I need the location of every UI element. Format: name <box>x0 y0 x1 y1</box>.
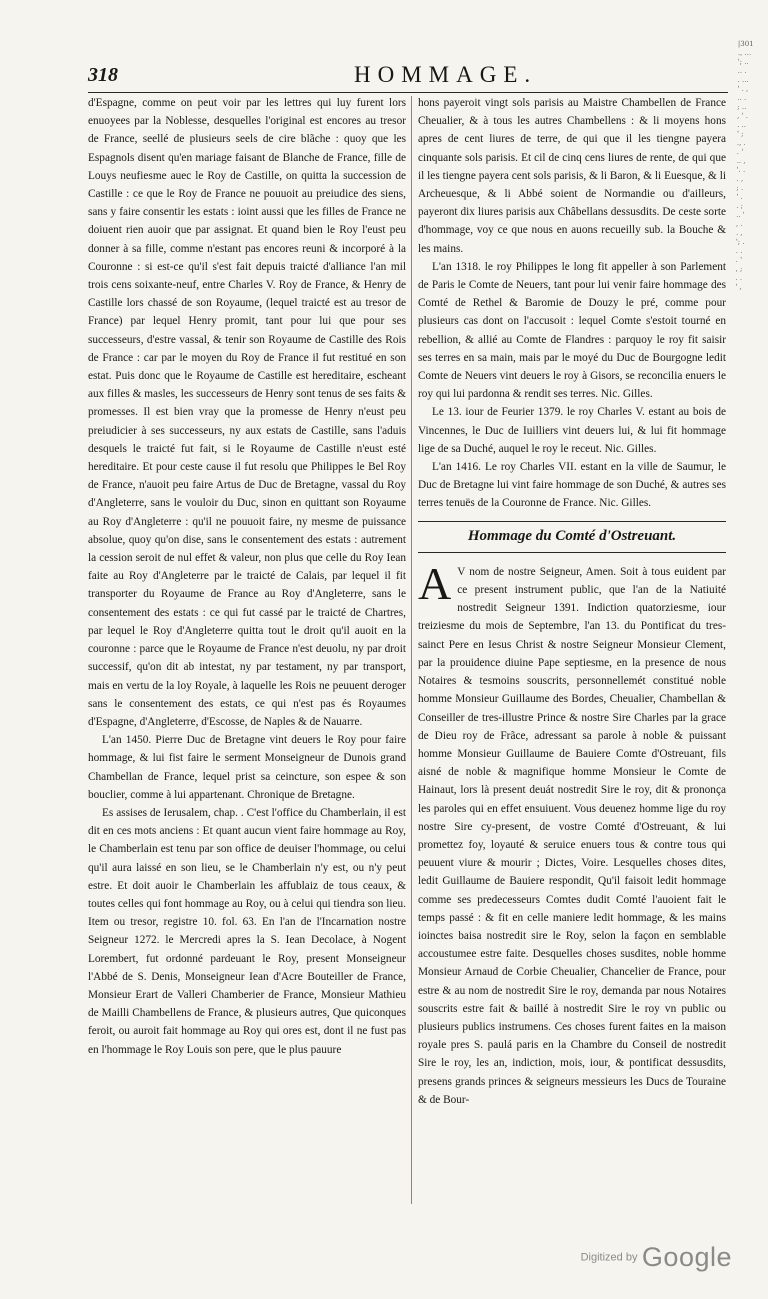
running-title: HOMMAGE. <box>354 62 538 87</box>
edge-fragment: . ... <box>737 75 749 84</box>
edge-fragment: . . <box>735 273 743 282</box>
right-column <box>418 94 726 1294</box>
right-paragraph-3: Le 13. iour de Feurier 1379. le roy Charles V. estant au bois de Vincennes, le Duc de Iuilliers vint deuers lui, & lui fit hommage lige de sa Duché, auquel le roy le receut. Nic. Gilles. <box>418 406 726 455</box>
header-rule <box>88 92 728 93</box>
edge-fragment: .. . <box>737 93 747 102</box>
left-column <box>88 94 406 1294</box>
edge-fragment: . ; <box>736 201 744 210</box>
edge-fragment: . , <box>736 174 744 183</box>
watermark-prefix: Digitized by <box>580 1251 638 1264</box>
section-body <box>418 557 726 1109</box>
edge-fragment: . .. <box>737 120 747 129</box>
edge-fragment: ; .. <box>737 102 747 111</box>
edge-fragment: '; . <box>735 237 745 246</box>
right-paragraph-2: L'an 1318. le roy Philippes le long fit appeller à son Parlement de Paris le Comte de Neuers, tant pour lui venir faire hommage des Comté de Rethel & Baromie de Douzy le pré, comme pour plusieurs cas dont on l'accusoit : lequel Comte s'estoit tourné en rebellion, & allié au Comte de Flandres : parquoy le roy fit saisir ses terres en sa main, mais par le moyé du Duc de Bourgogne ledit Comte de Neuers vint deuers le roy à Gisors, se reconcilia enuers le roy qui lui pardonna & rendit ses terres. Nic. Gilles. <box>418 260 726 401</box>
edge-fragment: . ' <box>735 255 743 264</box>
section-body-text: V nom de nostre Seigneur, Amen. Soit à tous euident par ce present instrument public, que l'an de la Natiuité nostredit Seigneur 1391. Indiction quatorziesme, iour treiziesme du mois de Septembre, l'an 13. du Pontificat du tres-sainct Pere en Iesus Christ & nostre Seigneur Monsieur Clement, par la prouidence diuine Pape septiesme, en la presence de nous Notaires & tesmoins souscrits, personnellemét constitué noble homme Monsieur Guillaume des Bordes, Cheualier, Chambellan & Conseiller de tres-illustre Prince & nostre Sire Charles par la grace de Dieu roy de Frãce, adressant sa parole à noble & puissant homme Monsieur Guillaume de Bauiere Comte d'Ostreuant, fils aisné de noble & magnifique homme Monsieur le Comte de Hainaut, lors là present deuát nostredit Sire le roy, dit & prononça les paroles qui en effet ensuiuent. Vous deuenez homme lige du roy nostre Sire cy-present, de vostre Comté d'Ostreuant, & lui promettez foy, loyauté & seruice enuers tous & contre tous qui peuuent viure & mourir ; Dictes, Voire. Lesquelles choses dites, ledit Guillaume de Bauiere respondit, Qu'il faisoit ledit hommage comme ses predecesseurs Comtes dudit Comté l'auoient fait le temps passé : & fit en celle maniere ledit hommage, & les mains ioinctes baisa nostredit sire le Roy, selon la façon en semblable accoustumee estre faite. Desquelles choses susdites, noble homme Monsieur Arnaud de Corbie Cheualier, Chancelier de France, pour estre & au nom de nostredit Sire le roy, demanda par nous Notaires souscrits estre fait & baillé à nostredit Sire le roy vn public ou plusieurs publics instrumens. Ces choses furent faites en la maison royale pres S. paulá paris en la Chambre du Conseil de nostredit Sire le roy, les an, indiction, mois, iour, & pontificat dessusdits, presens grands princes & seigneurs messieurs les Ducs de Touraine & de Bour- <box>418 565 726 1106</box>
digitized-by-google-watermark <box>581 1242 732 1273</box>
section-heading-box <box>418 521 726 553</box>
edge-fragment: , . <box>736 219 743 228</box>
left-paragraph-3: Es assises de Ierusalem, chap. . C'est l'office du Chamberlain, il est dit en ces mots anciens : Et quant aucun vient faire hommage au Roy, le Chamberlain est tenu par son office de deuiser l'hommage, ou celui qu'il aura laissé en son lieu, se le Chamberlain n'y est, ou n'y peut estre. Et doit auoir le Chamberlain les affublaiz de tous ceaux, & toutes celles qui font hommage au Roy, ou à celui qui tiendra son lieu. Item ou tresor, registre 10. fol. 63. En l'an de l'Incarnation nostre Seigneur 1272. le Mercredi apres la S. Iean Decolace, à Nogent Lorembert, fut ordonné pardeuant le Roy, present Monseigneur l'Abbé de S. Denis, Monseigneur Iean d'Acre Bouteiller de France, Monsieur Erart de Valleri Chamberier de France, Monsieur Mathieu de Mailli Chambellens de France, & plusieurs autres, Que quiconques feroit, ou auroit fait hommage au Roy qui ores est, dont il ne fust pas en l'hommage le Roy Louis son pere, que le plus pauure <box>88 806 406 1056</box>
edge-fragment: ' ; <box>736 129 744 138</box>
column-divider <box>411 96 412 1204</box>
edge-fragment: ., ... <box>737 48 752 57</box>
edge-fragment: '. . <box>736 165 746 174</box>
right-paragraph-1: hons payeroit vingt sols parisis au Maistre Chambellen de France Cheualier, & à tous les autres Chambellens : & li moyens hons apres de cent liures de terre, de qui que il les tiengne payera cinquante sols parisis. Et cil de cinq cens liures de rente, de qui que il les tiengne payera cent sols parisis, & li Baron, & li Euesque, & li Archeuesque, & li Abbé soient de Normandie ou d'ailleurs, payeront dix liures parisis aux Châbellans dessusdits. De ceste sorte d'hommage, voy ce que nous en auons recueilly sub. la Bouche & les mains. <box>418 97 726 255</box>
right-paragraph-4: L'an 1416. Le roy Charles VII. estant en la ville de Saumur, le Duc de Bretagne lui vint faire hommage de son Duché, & autres ses terres tenuës de la Couronne de France. Nic. Gilles. <box>418 461 726 510</box>
left-paragraph-2: L'an 1450. Pierre Duc de Bretagne vint deuers le Roy pour faire hommage, & lui fist faire le serment Monseigneur de Dunois grand Chambellan de France, lequel prist sa ceincture, son espee & son bouclier, comme à lui appartenant. Chronique de Bretagne. <box>88 734 406 801</box>
edge-fragment: ' . , <box>737 84 749 93</box>
edge-fragment: .. , <box>736 156 746 165</box>
edge-fragment: ; . <box>736 183 744 192</box>
left-paragraph-1: d'Espagne, comme on peut voir par les lettres qui luy furent lors enuoyees par la Noblesse, desquelles l'original est encores au tresor de France, seellé de plusieurs seels de cire blãche : quoy que les Espagnols disent qu'en mariage faisant de Blanche de France, fille de Louys neufiesme auec le Roy de Castille, on quitta la succession de Castille : ce que le Roy de France ne pouuoit au preiudice des siens, sans y faire consentir les estats : ioint aussi que les filles de France ne doiuent rien auoir que par assignat. Et quand bien le Roy l'eust peu donner à sa fille, comme n'estant pas encores reuni & incorporé à la Couronne : si est-ce qu'il s'est fait depuis traicté d'alliance l'an mil trois cens soixante-neuf, entre Charles V. Roy de France, & Henry de Castille lors chassé de son Royaume, (lequel traicté est au tresor de France) par lequel Henry promit, tant pour lui que pour ses successeurs, d'estre vassal, & tenir son Royaume de Castille des Rois de France : car par le moyen du Roy de France il fut restitué en son estat. Puis donc que le Royaume de Castille est hereditaire, escheant aux filles & masles, les successeurs de Henry sont tenus de ses faits & promesses. Il est bien vray que la promesse de Henry n'eust peu preiudicier à ses successeurs, ny aux estats de Castille, sans l'aduis desquels le traicté fut fait, si le Royaume de Castille n'eust esté hereditaire. Et pour ceste cause il fut resolu que Philippes le Bel Roy de France, n'auoit peu faire Artus de Duc de Bretagne, vassal du Roy d'Angleterre, sans le vouloir du Duc, sinon en quittant son Royaume au Roy d'Angleterre : qu'il ne pouuoit faire, ny mesme de puissance absolue, quoy qu'on dise, sans le consentement des estats : autrement la cession seroit de nul effet & valeur, non plus que celle du Roy Iean faite au Roy d'Angleterre par le traicté de Calais, par lequel il fit transporter du Royaume de France au Roy d'Angleterre, sans le consentement des estats : ce qui fut cassé par le traicté de Chartres, par lequel le Roy d'Angleterre quitta tout le droit qu'il auoit en la couronne : parce que le Royaume de France n'est deuolu, ny par droit successif, qu'on dit ab intestat, ny par testament, ny par transport, mais en vertu de la loy Royale, à laquelle les Rois ne peuuent deroger sans le consentement des estats, ce qui n'est pas és Royaumes d'Espagne, d'Angleterre, d'Escosse, de Naples & de Nauarre. <box>88 97 406 728</box>
edge-fragment: , ' . <box>737 111 749 120</box>
edge-fragment: .. . <box>737 66 747 75</box>
edge-fragment: '; .. <box>737 57 749 66</box>
edge-fragment: . , <box>735 228 743 237</box>
edge-fragment: |301 <box>737 39 754 49</box>
edge-fragment: . . <box>735 246 743 255</box>
edge-fragment: .. ' <box>736 210 745 219</box>
section-title: Hommage du Comté d'Ostreuant. <box>467 527 677 544</box>
page-header <box>88 64 728 94</box>
watermark-brand: Google <box>641 1242 732 1272</box>
page-number: 318 <box>88 64 118 86</box>
edge-fragment: ' . <box>736 192 743 201</box>
edge-fragment: , ; <box>735 264 743 273</box>
facing-page-edge <box>730 40 768 800</box>
edge-fragment: ' , <box>735 282 742 291</box>
edge-fragment: ., . <box>736 138 746 147</box>
drop-cap-initial: A <box>418 557 452 609</box>
edge-fragment: . ' <box>736 147 744 156</box>
